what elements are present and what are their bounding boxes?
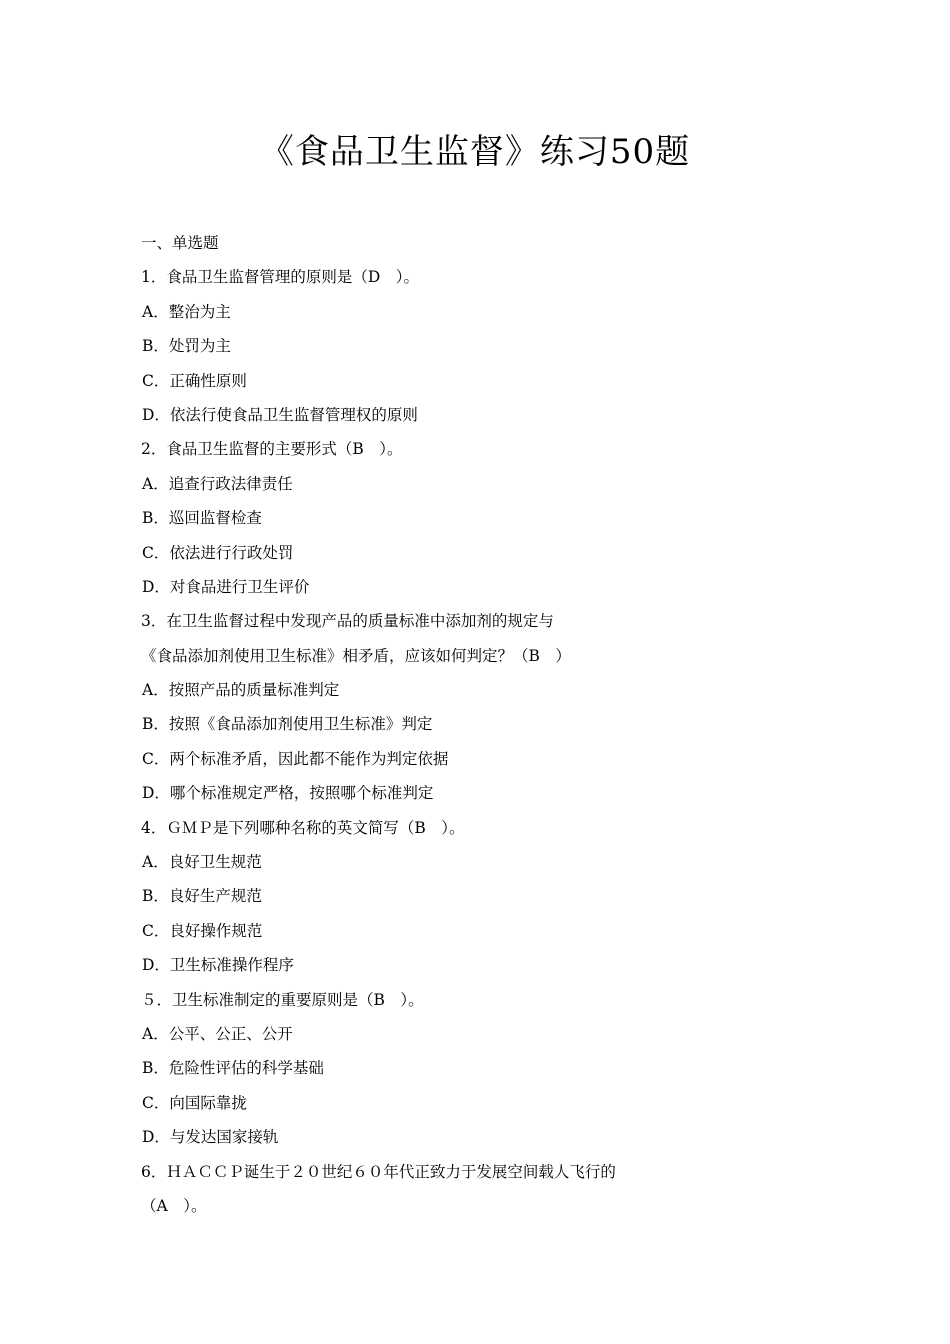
question-4-option-a: A．良好卫生规范 (142, 853, 262, 872)
question-1: 1．食品卫生监督管理的原则是（D ）。 (141, 268, 420, 287)
question-6-line-1: 6．ＨＡＣＣＰ诞生于２０世纪６０年代正致力于发展空间载人飞行的 (141, 1162, 616, 1181)
question-5-option-a: A．公平、公正、公开 (142, 1024, 293, 1043)
question-2-option-a: A．追查行政法律责任 (142, 474, 293, 493)
question-6-line-2: （A ）。 (141, 1196, 207, 1215)
question-5-option-d: D．与发达国家接轨 (142, 1128, 279, 1147)
question-2-option-c: C．依法进行行政处罚 (142, 543, 294, 562)
question-5-option-b: B．危险性评估的科学基础 (142, 1059, 324, 1078)
question-5-option-c: C．向国际靠拢 (142, 1093, 247, 1112)
question-3-option-a: A．按照产品的质量标准判定 (142, 681, 340, 700)
document-body (141, 226, 861, 1223)
question-2: 2．食品卫生监督的主要形式（B ）。 (141, 440, 403, 459)
question-3-line-2: 《食品添加剂使用卫生标准》相矛盾，应该如何判定？（B ） (141, 646, 571, 665)
question-1-option-d: D．依法行使食品卫生监督管理权的原则 (142, 405, 418, 424)
section-heading: 一、单选题 (141, 234, 219, 252)
question-2-option-b: B．巡回监督检查 (142, 509, 262, 528)
question-4-option-d: D．卫生标准操作程序 (142, 956, 294, 975)
question-3-line-1: 3．在卫生监督过程中发现产品的质量标准中添加剂的规定与 (141, 612, 554, 631)
document-title: 《食品卫生监督》练习50题 (259, 132, 691, 172)
question-3-option-d: D．哪个标准规定严格，按照哪个标准判定 (142, 784, 434, 803)
question-1-option-a: A．整治为主 (142, 302, 231, 321)
question-3-option-c: C．两个标准矛盾，因此都不能作为判定依据 (142, 749, 449, 768)
question-1-option-c: C．正确性原则 (142, 371, 247, 390)
question-4-option-b: B．良好生产规范 (142, 887, 262, 906)
question-2-option-d: D．对食品进行卫生评价 (142, 577, 310, 596)
question-5: ５．卫生标准制定的重要原则是（B ）。 (141, 990, 424, 1009)
question-4-option-c: C．良好操作规范 (142, 921, 263, 940)
question-3-option-b: B．按照《食品添加剂使用卫生标准》判定 (142, 715, 433, 734)
question-4: 4．ＧＭＰ是下列哪种名称的英文简写（B ）。 (141, 818, 465, 837)
question-1-option-b: B．处罚为主 (142, 337, 231, 356)
